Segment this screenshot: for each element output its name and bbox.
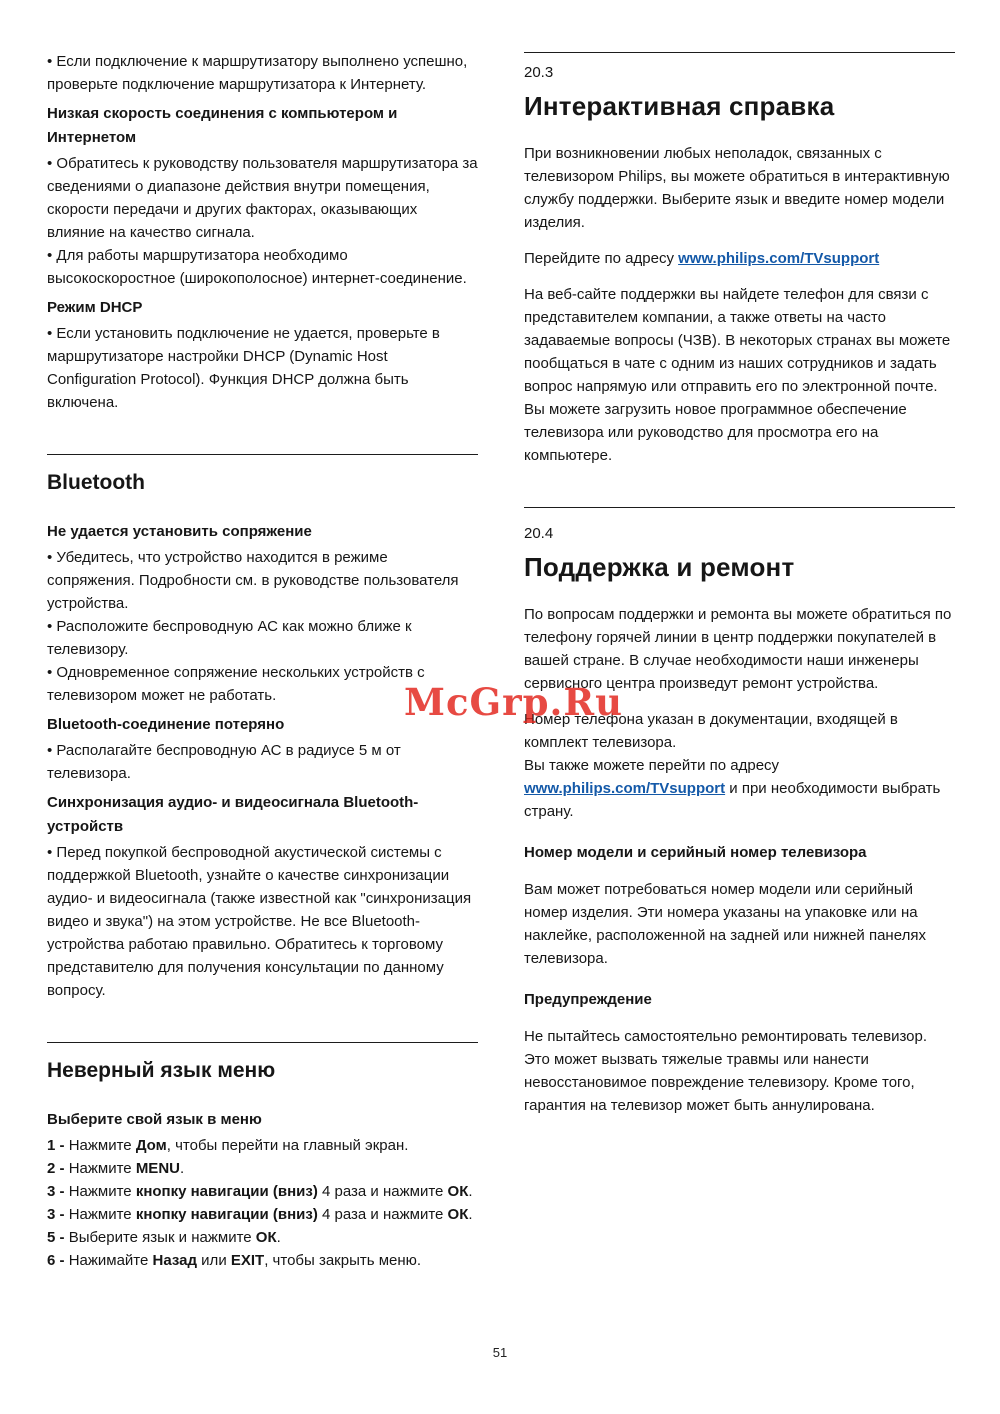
text-segment: Вы можете загрузить новое программное обеспечение телевизора или руководство для просмотра его на компьютере. (524, 401, 907, 464)
text-segment: 4 раза и нажмите (317, 1183, 448, 1200)
text-segment: , чтобы перейти на главный экран. (166, 1137, 409, 1154)
section-divider (524, 507, 955, 508)
paragraph (47, 1203, 478, 1226)
text-segment: Не пытайтесь самостоятельно ремонтировать телевизор. Это может вызвать тяжелые травмы или нанести невосстановимое повреждение телевизору. Кроме того, гарантия на телевизор может быть аннулирована. (524, 1028, 928, 1114)
text-segment: Низкая скорость соединения с компьютером и Интернетом (47, 105, 398, 146)
text-segment: Назад (152, 1252, 198, 1269)
text-segment: Перейдите по адресу (524, 250, 679, 267)
subsection-title (47, 469, 478, 496)
support-link[interactable]: www.philips.com/TVsupport (678, 250, 880, 267)
section-divider (47, 454, 478, 455)
bold-subheading (47, 791, 478, 839)
bold-subheading (47, 713, 478, 737)
text-segment: • Убедитесь, что устройство находится в режиме сопряжения. Подробности см. в руководстве пользователя устройства. (47, 549, 459, 612)
text-segment: Дом (135, 1137, 167, 1154)
text-segment: Неверный язык меню (47, 1059, 276, 1082)
section-title (524, 551, 955, 583)
text-segment: 3 - (47, 1206, 69, 1223)
paragraph (524, 398, 955, 467)
section-divider (47, 1042, 478, 1043)
text-segment: • Перед покупкой беспроводной акустической системы с поддержкой Bluetooth, узнайте о качестве синхронизации аудио- и видеосигнала (также известной как "синхронизация видео и звука") на этом устройстве. Не все Bluetooth-устройства работаю правильно. Обратитесь к торговому представителю для получения консультации по данному вопросу. (47, 844, 472, 999)
text-segment: ОК (447, 1183, 469, 1200)
text-segment: Bluetooth-соединение потеряно (47, 716, 285, 733)
text-segment: кнопку навигации (вниз) (135, 1206, 318, 1223)
text-segment: и при необходимости выбрать страну. (524, 780, 941, 820)
text-segment: Номер модели и серийный номер телевизора (524, 844, 867, 861)
bold-subheading (47, 520, 478, 544)
text-segment: EXIT (230, 1252, 265, 1269)
text-segment: 20.3 (524, 64, 554, 81)
text-segment: ОК (255, 1229, 277, 1246)
text-segment: 5 - (47, 1229, 69, 1246)
text-segment: Нажмите (68, 1183, 136, 1200)
subsection-title (47, 1057, 478, 1084)
text-segment: На веб-сайте поддержки вы найдете телефон для связи с представителем компании, а также ответы на часто задаваемые вопросы (ЧЗВ). В некоторых странах вы можете пообщаться в чате с одним из наших сотрудников и задать вопрос напрямую или отправить его по электронной почте. (524, 286, 951, 395)
text-segment: Предупреждение (524, 991, 652, 1008)
text-segment: или (197, 1252, 231, 1269)
paragraph (47, 739, 478, 785)
bold-subheading (47, 1108, 478, 1132)
text-segment: При возникновении любых неполадок, связанных с телевизором Philips, вы можете обратиться в интерактивную службу поддержки. Выберите язык и введите номер модели изделия. (524, 145, 950, 231)
text-segment: Синхронизация аудио- и видеосигнала Bluetooth-устройств (47, 794, 419, 835)
text-segment: • Расположите беспроводную АС как можно ближе к телевизору. (47, 618, 412, 658)
section-title (524, 90, 955, 122)
text-segment: • Обратитесь к руководству пользователя маршрутизатора за сведениями о диапазоне действия внутри помещения, скорости передачи и других факторах, оказывающих влияние на качество сигнала. (47, 155, 478, 241)
paragraph (47, 152, 478, 244)
text-segment: Вы также можете перейти по адресу (524, 757, 780, 774)
paragraph (524, 283, 955, 398)
bold-subheading (47, 102, 478, 150)
text-segment: Интерактивная справка (524, 91, 835, 121)
text-segment: . (468, 1183, 473, 1200)
paragraph (47, 546, 478, 615)
text-segment: • Если подключение к маршрутизатору выполнено успешно, проверьте подключение маршрутизатора к Интернету. (47, 53, 468, 93)
paragraph (524, 878, 955, 970)
paragraph (524, 142, 955, 234)
paragraph (47, 50, 478, 96)
paragraph (47, 322, 478, 414)
text-segment: Вам может потребоваться номер модели или серийный номер изделия. Эти номера указаны на упаковке или на наклейке, расположенной на задней или нижней панелях телевизора. (524, 881, 926, 967)
text-segment: . (179, 1160, 185, 1177)
text-segment: • Располагайте беспроводную АС в радиусе 5 м от телевизора. (47, 742, 401, 782)
text-segment: 2 - (47, 1160, 69, 1177)
text-segment: Не удается установить сопряжение (47, 523, 312, 540)
paragraph (47, 1134, 478, 1157)
text-segment: • Одновременное сопряжение нескольких устройств с телевизором может не работать. (47, 664, 425, 704)
text-segment: . (276, 1229, 281, 1246)
text-segment: Нажмите (68, 1206, 136, 1223)
bold-subheading (47, 296, 478, 320)
text-segment: Нажмите (68, 1160, 136, 1177)
paragraph (524, 603, 955, 695)
text-segment: , чтобы закрыть меню. (264, 1252, 422, 1269)
section-number (524, 61, 955, 84)
text-segment: ОК (447, 1206, 469, 1223)
text-segment: Выберите свой язык в меню (47, 1111, 262, 1128)
paragraph (47, 1180, 478, 1203)
text-segment: 1 - (47, 1137, 69, 1154)
left-column (47, 50, 478, 1272)
bold-subheading (524, 841, 955, 865)
paragraph (47, 615, 478, 661)
text-segment: • Для работы маршрутизатора необходимо высокоскоростное (широкополосное) интернет-соединение. (47, 247, 467, 287)
text-segment: . (468, 1206, 473, 1223)
text-segment: Поддержка и ремонт (524, 552, 795, 582)
support-link[interactable]: www.philips.com/TVsupport (524, 780, 726, 797)
section-divider (524, 52, 955, 53)
text-segment: 3 - (47, 1183, 69, 1200)
text-segment: 6 - (47, 1252, 69, 1269)
text-segment: MENU (135, 1160, 180, 1177)
text-segment: Нажмите (68, 1137, 136, 1154)
text-segment: Bluetooth (47, 471, 145, 494)
paragraph (524, 1025, 955, 1117)
paragraph (524, 708, 955, 754)
text-segment: По вопросам поддержки и ремонта вы можете обратиться по телефону горячей линии в центр поддержки покупателей в вашей стране. В случае необходимости наши инженеры сервисного центра произведут ремонт устройства. (524, 606, 952, 692)
paragraph (47, 244, 478, 290)
paragraph (47, 661, 478, 707)
right-column (524, 50, 955, 1117)
watermark: McGrp.Ru (404, 680, 623, 724)
text-segment: • Если установить подключение не удается, проверьте в маршрутизаторе настройки DHCP (Dynamic Host Configuration Protocol). Функция DHCP должна быть включена. (47, 325, 440, 411)
text-segment: Номер телефона указан в документации, входящей в комплект телевизора. (524, 711, 898, 751)
bold-subheading (524, 988, 955, 1012)
paragraph (524, 754, 955, 823)
page-number: 51 (492, 1345, 508, 1360)
text-segment: Режим DHCP (47, 299, 143, 316)
text-segment: Выберите язык и нажмите (68, 1229, 256, 1246)
paragraph (47, 1226, 478, 1249)
text-segment: Нажимайте (68, 1252, 153, 1269)
paragraph (47, 1157, 478, 1180)
paragraph (47, 1249, 478, 1272)
text-segment: 4 раза и нажмите (317, 1206, 448, 1223)
paragraph (524, 247, 955, 270)
text-segment: кнопку навигации (вниз) (135, 1183, 318, 1200)
text-segment: 20.4 (524, 525, 554, 542)
section-number (524, 522, 955, 545)
paragraph (47, 841, 478, 1002)
